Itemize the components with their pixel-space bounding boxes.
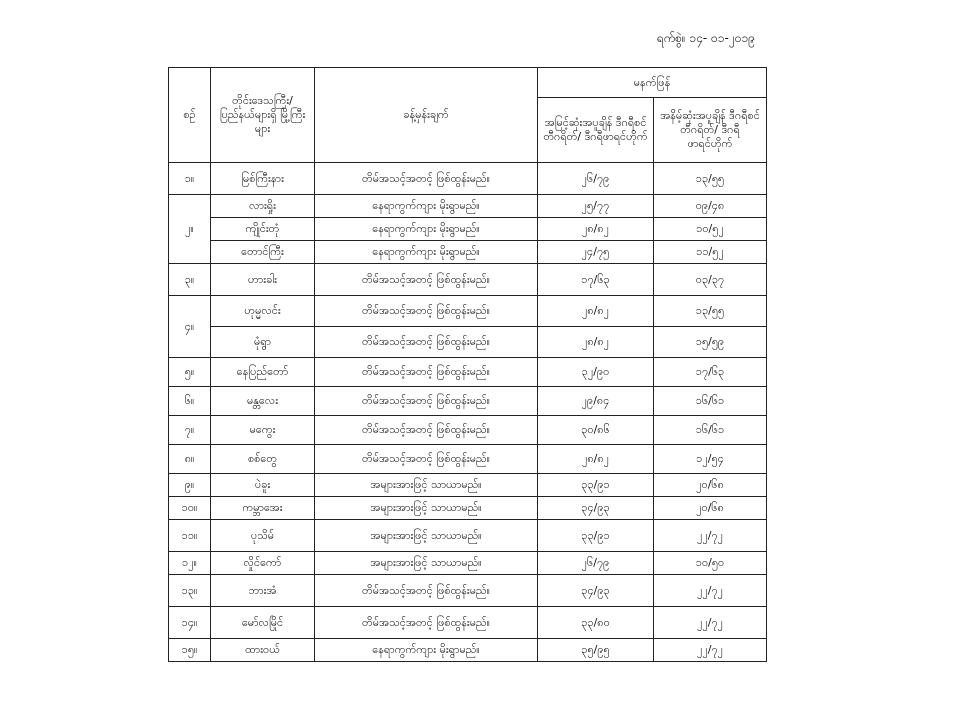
- row-forecast: တိမ်အသင့်အတင့် ဖြစ်ထွန်းမည်။: [315, 445, 538, 474]
- forecast-table: [168, 67, 767, 662]
- table-row: [169, 520, 767, 552]
- row-city: မြစ်ကြီးနား: [211, 163, 315, 195]
- row-forecast: နေရာကွက်ကျား မိုးရွာမည်။: [315, 218, 538, 241]
- row-forecast: နေရာကွက်ကျား မိုးရွာမည်။: [315, 241, 538, 264]
- row-city: ဘားအံ: [211, 575, 315, 607]
- row-forecast: တိမ်အသင့်အတင့် ဖြစ်ထွန်းမည်။: [315, 607, 538, 639]
- row-min: ၁၁/၅၂: [654, 241, 767, 264]
- row-max: ၃၃/၉၁: [538, 474, 654, 497]
- row-max: ၂၆/၇၉: [538, 163, 654, 195]
- row-min: ၂၂/၇၂: [654, 607, 767, 639]
- row-forecast: အများအားဖြင့် သာယာမည်။: [315, 520, 538, 552]
- row-city: ကျိုင်းတုံ: [211, 218, 315, 241]
- header-tomorrow: မနက်ဖြန်: [538, 68, 767, 98]
- table-row: [169, 264, 767, 296]
- row-max: ၂၈/၈၂: [538, 296, 654, 327]
- row-no: ၆။: [169, 387, 211, 416]
- row-forecast: အများအားဖြင့် သာယာမည်။: [315, 552, 538, 575]
- row-forecast: တိမ်အသင့်အတင့် ဖြစ်ထွန်းမည်။: [315, 264, 538, 296]
- row-max: ၂၈/၈၂: [538, 218, 654, 241]
- row-no: ၃။: [169, 264, 211, 296]
- row-min: ၀၉/၄၈: [654, 195, 767, 218]
- row-no: ၂။: [169, 195, 211, 264]
- row-min: ၁၃/၅၅: [654, 296, 767, 327]
- table-row: [169, 241, 767, 264]
- header-region: တိုင်းဒေသကြီး/ ပြည်နယ်များရှိ မြို့ကြီးများ: [211, 68, 315, 163]
- row-max: ၁၇/၆၃: [538, 264, 654, 296]
- row-no: ၁၂။: [169, 552, 211, 575]
- row-city: ထားဝယ်: [211, 639, 315, 662]
- row-max: ၃၄/၉၃: [538, 497, 654, 520]
- row-forecast: အများအားဖြင့် သာယာမည်။: [315, 497, 538, 520]
- row-city: တောင်ကြီး: [211, 241, 315, 264]
- table-row: [169, 296, 767, 327]
- row-min: ၂၂/၇၂: [654, 639, 767, 662]
- row-forecast: တိမ်အသင့်အတင့် ဖြစ်ထွန်းမည်။: [315, 327, 538, 358]
- row-city: ဟုမ္မလင်း: [211, 296, 315, 327]
- row-forecast: နေရာကွက်ကျား မိုးရွာမည်။: [315, 639, 538, 662]
- table-row: [169, 575, 767, 607]
- row-min: ၂၂/၇၂: [654, 520, 767, 552]
- row-city: စစ်တွေ: [211, 445, 315, 474]
- row-max: ၂၈/၈၂: [538, 445, 654, 474]
- row-min: ၁၅/၅၉: [654, 327, 767, 358]
- row-no: ၁၀။: [169, 497, 211, 520]
- row-city: လားရှိုး: [211, 195, 315, 218]
- row-city: မုံရွာ: [211, 327, 315, 358]
- row-min: ၁၂/၅၄: [654, 445, 767, 474]
- row-min: ၁၀/၅၂: [654, 218, 767, 241]
- header-max: အမြင့်ဆုံးအပူချိန် ဒီဂရီစင်တီဂရိတ်/ ဒီဂရီဖာရင်ဟိုက်: [538, 98, 654, 163]
- row-city: ကမ္ဘာအေး: [211, 497, 315, 520]
- header-min: အနိမ့်ဆုံးအပူချိန် ဒီဂရီစင်တီဂရိတ်/ ဒီဂရီဖာရင်ဟိုက်: [654, 98, 767, 163]
- row-city: လှိုင်ကော်: [211, 552, 315, 575]
- header-no: စဉ်: [169, 68, 211, 163]
- row-forecast: တိမ်အသင့်အတင့် ဖြစ်ထွန်းမည်။: [315, 387, 538, 416]
- row-no: ၉။: [169, 474, 211, 497]
- row-no: ၁၁။: [169, 520, 211, 552]
- table-row: [169, 416, 767, 445]
- row-forecast: တိမ်အသင့်အတင့် ဖြစ်ထွန်းမည်။: [315, 296, 538, 327]
- row-min: ၁၃/၅၅: [654, 163, 767, 195]
- row-max: ၃၃/၈၀: [538, 607, 654, 639]
- row-min: ၁၆/၆၁: [654, 416, 767, 445]
- table-row: [169, 327, 767, 358]
- row-forecast: အများအားဖြင့် သာယာမည်။: [315, 474, 538, 497]
- row-city: မန္တလေး: [211, 387, 315, 416]
- row-max: ၃၀/၈၆: [538, 416, 654, 445]
- row-no: ၄။: [169, 296, 211, 358]
- row-min: ၁၀/၅၀: [654, 552, 767, 575]
- table-row: [169, 552, 767, 575]
- table-row: [169, 387, 767, 416]
- row-city: နေပြည်တော်: [211, 358, 315, 387]
- row-max: ၂၅/၇၇: [538, 195, 654, 218]
- header-forecast: ခန့်မှန်းချက်: [315, 68, 538, 163]
- row-no: ၇။: [169, 416, 211, 445]
- row-max: ၂၉/၈၄: [538, 387, 654, 416]
- date-line: ရက်စွဲ။ ၁၄- ၀၁-၂၀၁၉: [656, 31, 755, 45]
- table-row: [169, 474, 767, 497]
- row-no: ၁၄။: [169, 607, 211, 639]
- row-forecast: တိမ်အသင့်အတင့် ဖြစ်ထွန်းမည်။: [315, 358, 538, 387]
- table-row: [169, 639, 767, 662]
- row-city: ပဲခူး: [211, 474, 315, 497]
- row-min: ၀၃/၃၇: [654, 264, 767, 296]
- row-min: ၁၆/၆၁: [654, 387, 767, 416]
- table-row: [169, 497, 767, 520]
- row-forecast: တိမ်အသင့်အတင့် ဖြစ်ထွန်းမည်။: [315, 416, 538, 445]
- row-max: ၂၆/၇၉: [538, 552, 654, 575]
- table-row: [169, 445, 767, 474]
- row-no: ၈။: [169, 445, 211, 474]
- row-city: မော်လမြိုင်: [211, 607, 315, 639]
- row-forecast: နေရာကွက်ကျား မိုးရွာမည်။: [315, 195, 538, 218]
- row-forecast: တိမ်အသင့်အတင့် ဖြစ်ထွန်းမည်။: [315, 163, 538, 195]
- table-row: [169, 218, 767, 241]
- row-max: ၃၃/၉၁: [538, 520, 654, 552]
- table-row: [169, 607, 767, 639]
- row-max: ၂၈/၈၂: [538, 327, 654, 358]
- row-city: ဟားခါး: [211, 264, 315, 296]
- row-no: ၁၃။: [169, 575, 211, 607]
- row-no: ၁။: [169, 163, 211, 195]
- table-row: [169, 163, 767, 195]
- row-min: ၂၀/၆၈: [654, 497, 767, 520]
- row-min: ၂၀/၆၈: [654, 474, 767, 497]
- table-row: [169, 358, 767, 387]
- row-min: ၁၇/၆၃: [654, 358, 767, 387]
- row-min: ၂၂/၇၂: [654, 575, 767, 607]
- row-max: ၃၅/၉၅: [538, 639, 654, 662]
- row-max: ၂၄/၇၅: [538, 241, 654, 264]
- row-forecast: တိမ်အသင့်အတင့် ဖြစ်ထွန်းမည်။: [315, 575, 538, 607]
- row-city: မကွေး: [211, 416, 315, 445]
- table-row: [169, 195, 767, 218]
- header-row: [169, 68, 767, 98]
- row-no: ၁၅။: [169, 639, 211, 662]
- row-max: ၃၄/၉၃: [538, 575, 654, 607]
- row-city: ပုသိမ်: [211, 520, 315, 552]
- row-no: ၅။: [169, 358, 211, 387]
- row-max: ၃၂/၉၀: [538, 358, 654, 387]
